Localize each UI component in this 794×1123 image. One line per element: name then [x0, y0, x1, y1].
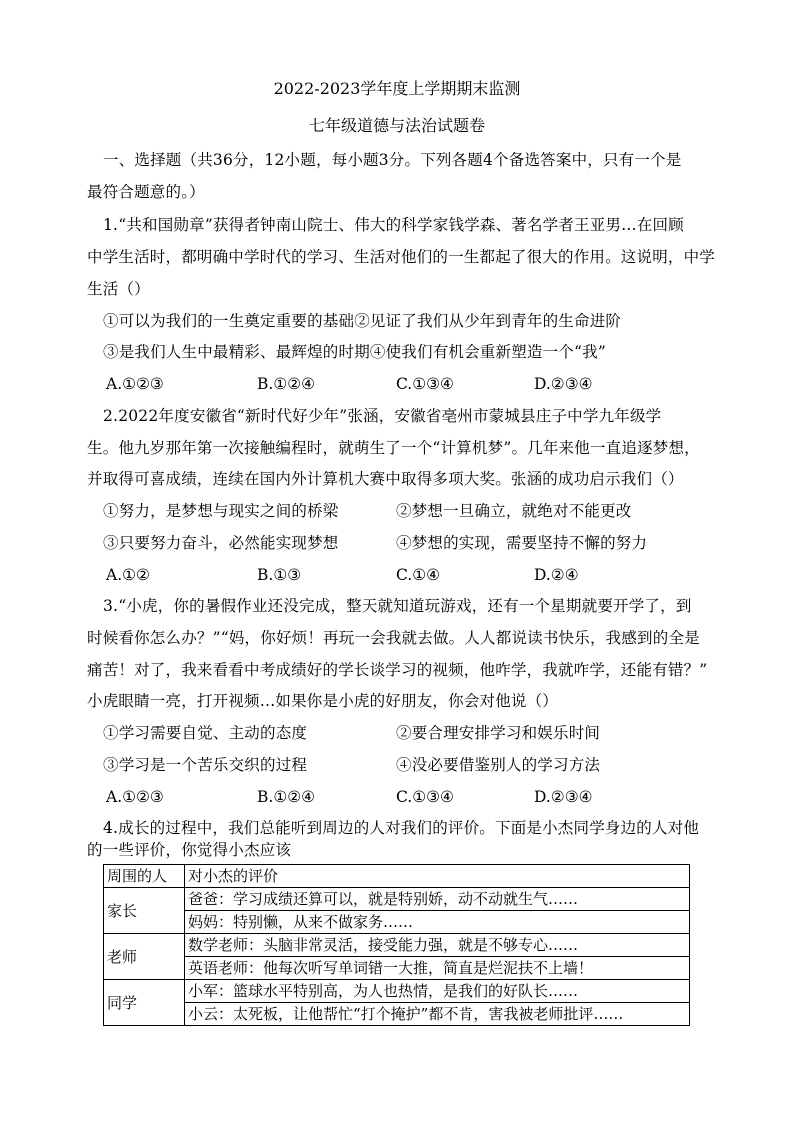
q3-line-4: 小虎眼睛一亮，打开视频…如果你是小虎的好朋友，你会对他说（） [87, 692, 559, 710]
table-group-label: 同学 [104, 980, 185, 1026]
q2-option-a: A.①② [106, 566, 150, 584]
evaluation-table [103, 864, 690, 1026]
q3-option-a: A.①②③ [106, 788, 164, 806]
q2-line-2: 生。他九岁那年第一次接触编程时，就萌生了一个“计算机梦”。几年来他一直追逐梦想， [87, 439, 700, 457]
q3-statement-4: ④没必要借鉴别人的学习方法 [396, 756, 601, 774]
table-row [104, 888, 690, 911]
table-cell: 小军：篮球水平特别高，为人也热情，是我们的好队长…… [185, 980, 690, 1003]
table-row [104, 1003, 690, 1026]
q2-option-d: D.②④ [534, 566, 579, 584]
q1-line-3: 生活（） [87, 280, 150, 298]
q2-option-b: B.①③ [257, 566, 302, 584]
q3-statement-1: ①学习需要自觉、主动的态度 [103, 724, 308, 742]
q3-option-d: D.②③④ [534, 788, 593, 806]
exam-subtitle: 七年级道德与法治试题卷 [308, 116, 485, 135]
table-group-label: 家长 [104, 888, 185, 934]
q2-statement-2: ②梦想一旦确立，就绝对不能更改 [396, 502, 632, 520]
q1-statement-2: ③是我们人生中最精彩、最辉煌的时期④使我们有机会重新塑造一个“我” [103, 343, 606, 361]
q3-line-3: 痛苦！对了，我来看看中考成绩好的学长谈学习的视频，他咋学，我就咋学，还能有错？” [87, 661, 708, 679]
q3-line-1: 3.“小虎，你的暑假作业还没完成，整天就知道玩游戏，还有一个星期就要开学了，到 [103, 597, 692, 615]
q3-statement-2: ②要合理安排学习和娱乐时间 [396, 724, 601, 742]
table-cell: 妈妈：特别懒，从来不做家务…… [185, 911, 690, 934]
q1-option-a: A.①②③ [106, 375, 164, 393]
table-header-cell: 周围的人 [104, 865, 185, 888]
table-header-cell: 对小杰的评价 [185, 865, 690, 888]
q2-option-c: C.①④ [396, 566, 441, 584]
q3-option-b: B.①②④ [257, 788, 316, 806]
q4-line-2: 的一些评价，你觉得小杰应该 [87, 841, 292, 859]
q2-line-3: 并取得可喜成绩，连续在国内外计算机大赛中取得多项大奖。张涵的成功启示我们（） [87, 470, 684, 488]
q1-option-d: D.②③④ [534, 375, 593, 393]
table-cell: 英语老师：他每次听写单词错一大推，简直是烂泥扶不上墙！ [185, 957, 690, 980]
q2-statement-4: ④梦想的实现，需要坚持不懈的努力 [396, 534, 648, 552]
q2-statement-1: ①努力，是梦想与现实之间的桥梁 [103, 502, 339, 520]
table-row [104, 957, 690, 980]
table-cell: 小云：太死板，让他帮忙“打个掩护”都不肯，害我被老师批评…… [185, 1003, 690, 1026]
q1-line-1: 1.“共和国勋章”获得者钟南山院士、伟大的科学家钱学森、著名学者王亚男…在回顾 [103, 216, 684, 234]
q1-option-b: B.①②④ [257, 375, 316, 393]
q3-line-2: 时候看你怎么办？”“妈，你好烦！再玩一会我就去做。人人都说读书快乐，我感到的全是 [87, 629, 700, 647]
q3-option-c: C.①③④ [396, 788, 454, 806]
table-cell: 数学老师：头脑非常灵活，接受能力强，就是不够专心…… [185, 934, 690, 957]
q2-line-1: 2.2022年度安徽省“新时代好少年”张涵，安徽省亳州市蒙城县庄子中学九年级学 [103, 407, 662, 425]
q2-statement-3: ③只要努力奋斗，必然能实现梦想 [103, 534, 339, 552]
q1-option-c: C.①③④ [396, 375, 454, 393]
q3-statement-3: ③学习是一个苦乐交织的过程 [103, 756, 308, 774]
q4-line-1: 4.成长的过程中，我们总能听到周边的人对我们的评价。下面是小杰同学身边的人对他 [103, 819, 700, 837]
table-cell: 爸爸：学习成绩还算可以，就是特别娇，动不动就生气…… [185, 888, 690, 911]
table-header-row [104, 865, 690, 888]
section-intro-line-1: 一、选择题（共36分，12小题，每小题3分。下列各题4个备选答案中，只有一个是 [103, 151, 682, 169]
exam-title: 2022-2023学年度上学期期末监测 [273, 79, 521, 98]
section-intro-line-2: 最符合题意的。） [87, 183, 205, 201]
table-row [104, 911, 690, 934]
table-row [104, 980, 690, 1003]
q1-statement-1: ①可以为我们的一生奠定重要的基础②见证了我们从少年到青年的生命进阶 [103, 312, 622, 330]
q1-line-2: 中学生活时，都明确中学时代的学习、生活对他们的一生都起了很大的作用。这说明，中学 [87, 248, 716, 266]
table-group-label: 老师 [104, 934, 185, 980]
table-row [104, 934, 690, 957]
